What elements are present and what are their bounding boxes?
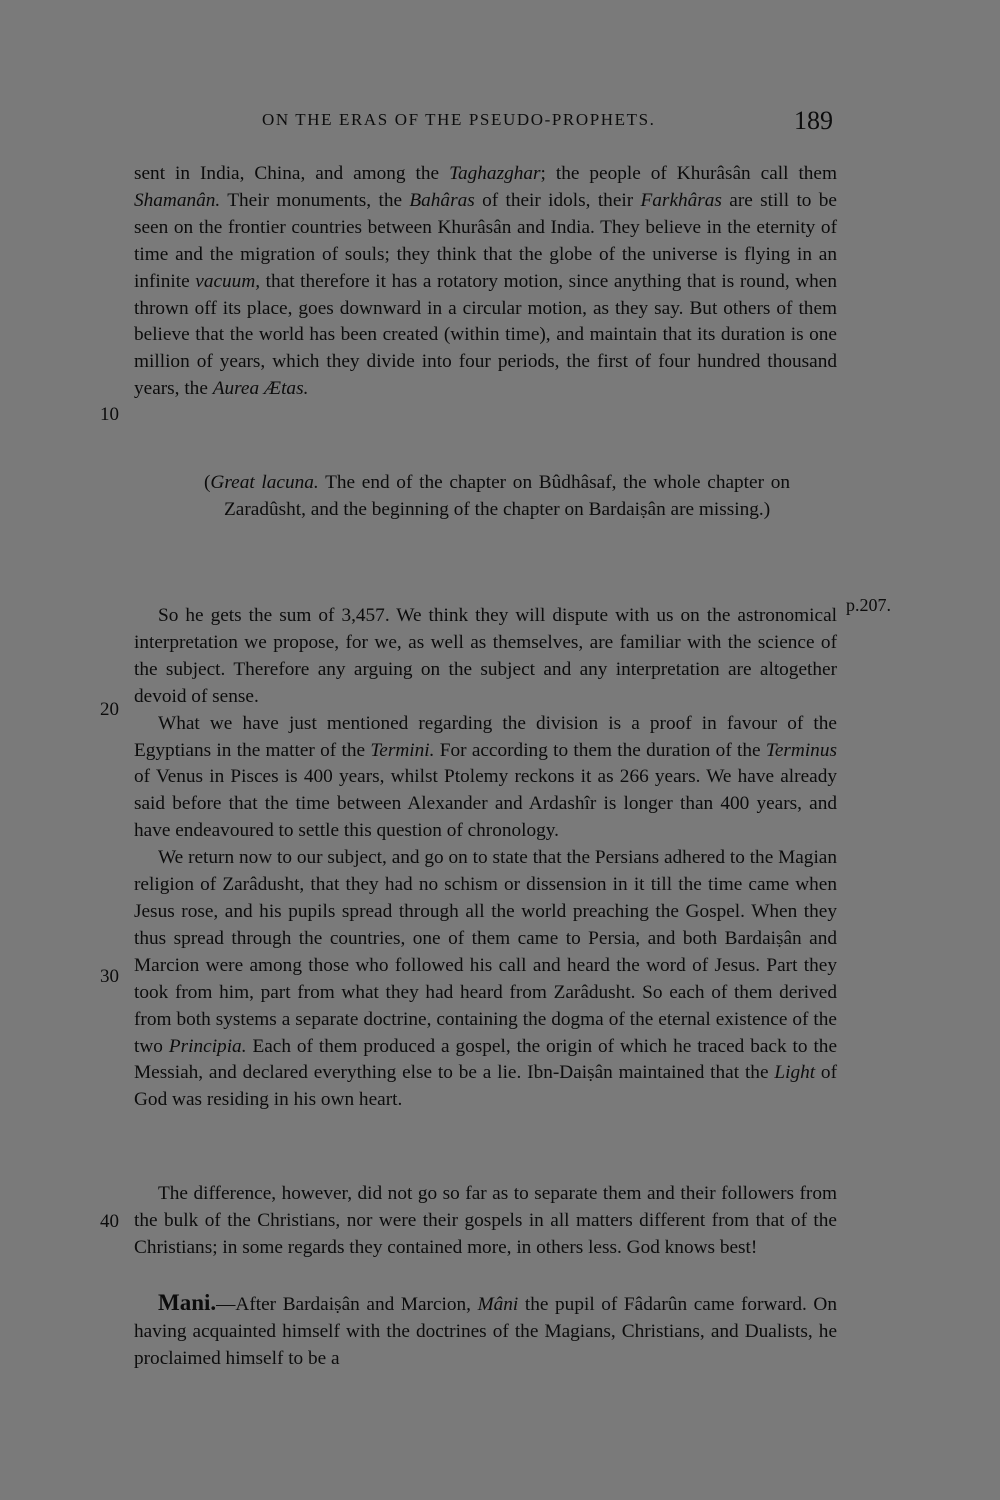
- paragraph-2: So he gets the sum of 3,457. We think they will dispute with us on the astronomical interpretation we propose, for we, as well as themselves, are familiar with the science of the subject. Therefore any arguing on the subject and any interpretation are altogether devoid of sense.: [134, 605, 837, 707]
- main-text: [134, 603, 837, 1114]
- line-number-30: 30: [100, 966, 119, 987]
- line-number-20: 20: [100, 699, 119, 720]
- section-heading-mani: Mani.: [158, 1290, 217, 1315]
- paragraph-4: We return now to our subject, and go on to state that the Persians adhered to the Magian religion of Zarâdusht, that they had no schism or dissension in it till the time came when Jesus rose, and his pupils spread through all the world preaching the Gospel. When they thus spread through the countries, one of them came to Persia, and both Bardaiṣân and Marcion were among those who followed his call and heard the word of Jesus. Part they took from him, part from what they had heard from Zarâdusht. So each of them derived from both systems a separate doctrine, containing the dogma of the eternal existence of the two Principia. Each of them produced a gospel, the origin of which he traced back to the Messiah, and declared everything else to be a lie. Ibn-Daiṣân maintained that the Light of God was residing in his own heart.: [134, 847, 838, 1111]
- running-title: ON THE ERAS OF THE PSEUDO-PROPHETS.: [262, 110, 656, 129]
- paragraph-5-block: [134, 1181, 837, 1262]
- margin-page-reference: p.207.: [846, 595, 891, 615]
- paragraph-1: sent in India, China, and among the Taghazghar; the people of Khurâsân call them Shamanân. Their monuments, the Bahâras of their idols, their Farkhâras are still to be seen on the frontier countries between Khurâsân and India. They believe in the eternity of time and the migration of souls; they think that the globe of the universe is flying in an infinite vacuum, that therefore it has a rotatory motion, since anything that is round, when thrown off its place, goes downward in a circular motion, as they say. But others of them believe that the world has been created (within time), and maintain that its duration is one million of years, which they divide into four periods, the first of four hundred thousand years, the Aurea Ætas.: [134, 163, 838, 400]
- paragraph-5: The difference, however, did not go so far as to separate them and their followers from the bulk of the Christians, nor were their gospels in all matters different from that of the Christians; in some regards they contained more, in others less. God knows best!: [134, 1183, 837, 1258]
- line-number-40: 40: [100, 1211, 119, 1232]
- paragraph-6: Mani.—After Bardaiṣân and Marcion, Mâni the pupil of Fâdarûn came forward. On having acquainted himself with the doctrines of the Magians, Christians, and Dualists, he proclaimed himself to be a: [134, 1290, 837, 1369]
- paragraph-6-block: [134, 1290, 837, 1373]
- line-number-10: 10: [100, 404, 119, 425]
- page-number: 189: [794, 106, 833, 135]
- lacuna-note: (Great lacuna. The end of the chapter on Bûdhâsaf, the whole chapter on Zaradûsht, and the beginning of the chapter on Bardaiṣân are missing.): [204, 472, 790, 520]
- paragraph-3: What we have just mentioned regarding the division is a proof in favour of the Egyptians in the matter of the Termini. For according to them the duration of the Terminus of Venus in Pisces is 400 years, whilst Ptolemy reckons it as 266 years. We have already said before that the time between Alexander and Ardashîr is longer than 400 years, and have endeavoured to settle this question of chronology.: [134, 712, 837, 842]
